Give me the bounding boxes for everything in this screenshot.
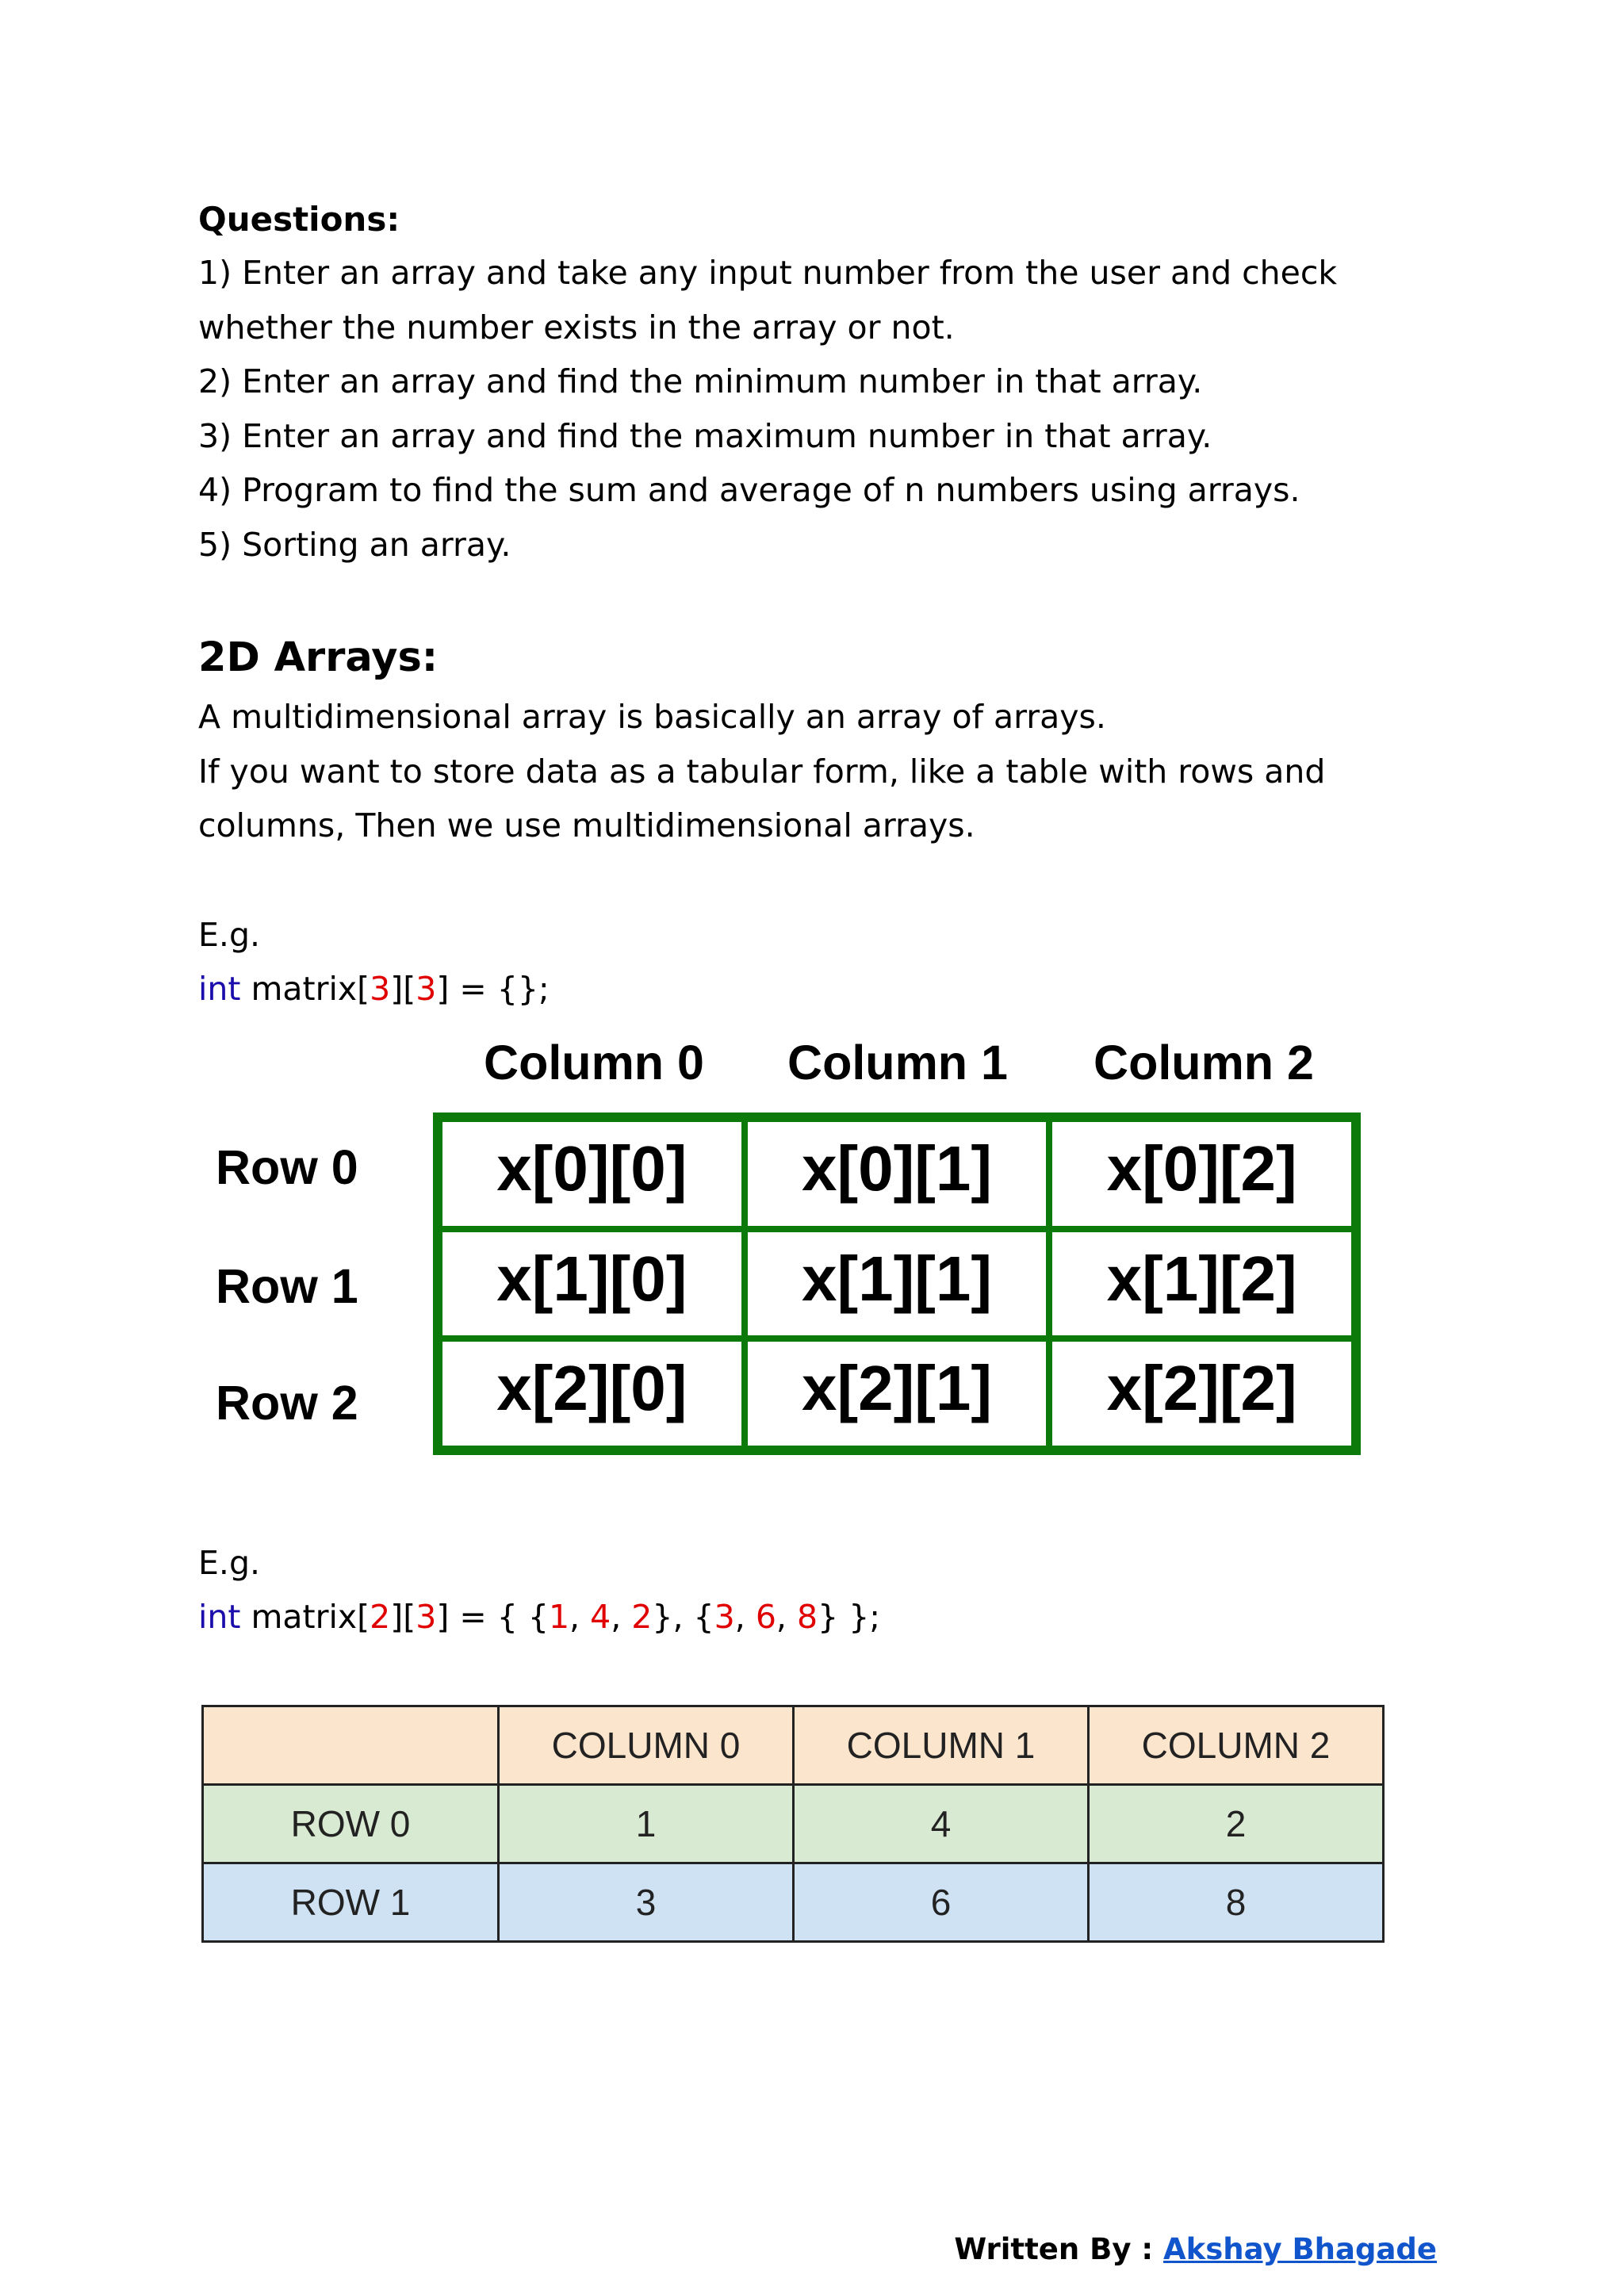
table-row-label: ROW 0 bbox=[203, 1785, 499, 1863]
code-line-initialization bbox=[198, 1590, 880, 1644]
diagram-cell: x[2][1] bbox=[745, 1338, 1050, 1449]
code-line-declaration bbox=[198, 962, 550, 1016]
diagram-cell: x[2][0] bbox=[439, 1338, 745, 1449]
paragraph-line: A multidimensional array is basically an array of arrays. bbox=[198, 698, 1106, 736]
code-number: 6 bbox=[755, 1598, 776, 1636]
table-header-cell: COLUMN 0 bbox=[499, 1706, 794, 1785]
example-label: E.g. bbox=[198, 1544, 260, 1582]
code-text: , bbox=[611, 1598, 632, 1636]
code-number: 1 bbox=[548, 1598, 570, 1636]
questions-heading: Questions: bbox=[198, 200, 400, 239]
code-number: 2 bbox=[631, 1598, 653, 1636]
table-row bbox=[203, 1785, 1384, 1863]
code-keyword: int bbox=[198, 1598, 241, 1636]
table-cell: 2 bbox=[1089, 1785, 1384, 1863]
questions-list bbox=[198, 246, 1451, 572]
diagram-row-label: Row 1 bbox=[216, 1259, 358, 1313]
code-text: } }; bbox=[818, 1598, 881, 1636]
section-paragraph bbox=[198, 690, 1467, 853]
question-line: 2) Enter an array and find the minimum number in that array. bbox=[198, 362, 1203, 400]
code-number: 2 bbox=[370, 1598, 391, 1636]
diagram-cell: x[1][1] bbox=[745, 1229, 1050, 1339]
question-line: 4) Program to find the sum and average of n numbers using arrays. bbox=[198, 471, 1300, 509]
code-number: 3 bbox=[370, 970, 391, 1008]
table-header-cell: COLUMN 1 bbox=[794, 1706, 1089, 1785]
table-row-label: ROW 1 bbox=[203, 1863, 499, 1942]
table-cell: 8 bbox=[1089, 1863, 1384, 1942]
question-line: whether the number exists in the array or not. bbox=[198, 308, 955, 347]
diagram-grid bbox=[433, 1113, 1361, 1455]
code-text: , bbox=[569, 1598, 591, 1636]
footer-prefix: Written By : bbox=[954, 2232, 1164, 2266]
paragraph-line: columns, Then we use multidimensional arrays. bbox=[198, 806, 975, 844]
diagram-column-label: Column 1 bbox=[787, 1036, 1008, 1090]
code-number: 3 bbox=[416, 1598, 437, 1636]
diagram-cell: x[0][1] bbox=[745, 1119, 1050, 1229]
table-cell: 4 bbox=[794, 1785, 1089, 1863]
footer-credit bbox=[954, 2230, 1437, 2269]
table-header-cell bbox=[203, 1706, 499, 1785]
code-number: 8 bbox=[796, 1598, 818, 1636]
table-row bbox=[203, 1863, 1384, 1942]
diagram-row-label: Row 0 bbox=[216, 1140, 358, 1194]
question-line: 5) Sorting an array. bbox=[198, 525, 511, 564]
code-text: matrix[ bbox=[240, 1598, 370, 1636]
matrix-table bbox=[201, 1705, 1385, 1943]
table-cell: 3 bbox=[499, 1863, 794, 1942]
diagram-cell: x[1][2] bbox=[1049, 1229, 1354, 1339]
example-label: E.g. bbox=[198, 916, 260, 954]
diagram-cell: x[0][0] bbox=[439, 1119, 745, 1229]
diagram-column-label: Column 0 bbox=[484, 1036, 704, 1090]
code-number: 3 bbox=[714, 1598, 735, 1636]
code-text: ] = {}; bbox=[436, 970, 550, 1008]
code-number: 4 bbox=[590, 1598, 611, 1636]
diagram-cell: x[2][2] bbox=[1049, 1338, 1354, 1449]
diagram-cell: x[0][2] bbox=[1049, 1119, 1354, 1229]
code-text: , bbox=[776, 1598, 797, 1636]
table-cell: 1 bbox=[499, 1785, 794, 1863]
code-keyword: int bbox=[198, 970, 241, 1008]
code-text: matrix[ bbox=[240, 970, 370, 1008]
code-text: ][ bbox=[390, 970, 416, 1008]
paragraph-line: If you want to store data as a tabular form, like a table with rows and bbox=[198, 752, 1326, 791]
author-link[interactable]: Akshay Bhagade bbox=[1163, 2232, 1437, 2266]
table-header-row bbox=[203, 1706, 1384, 1785]
diagram-row-label: Row 2 bbox=[216, 1376, 358, 1430]
diagram-column-label: Column 2 bbox=[1094, 1036, 1314, 1090]
question-line: 3) Enter an array and find the maximum number in that array. bbox=[198, 416, 1212, 455]
code-text: }, { bbox=[652, 1598, 714, 1636]
table-cell: 6 bbox=[794, 1863, 1089, 1942]
question-line: 1) Enter an array and take any input number from the user and check bbox=[198, 254, 1338, 292]
code-text: ] = { { bbox=[436, 1598, 549, 1636]
diagram-cell: x[1][0] bbox=[439, 1229, 745, 1339]
code-text: ][ bbox=[390, 1598, 416, 1636]
table-header-cell: COLUMN 2 bbox=[1089, 1706, 1384, 1785]
code-number: 3 bbox=[416, 970, 437, 1008]
section-heading: 2D Arrays: bbox=[198, 634, 439, 681]
code-text: , bbox=[734, 1598, 756, 1636]
